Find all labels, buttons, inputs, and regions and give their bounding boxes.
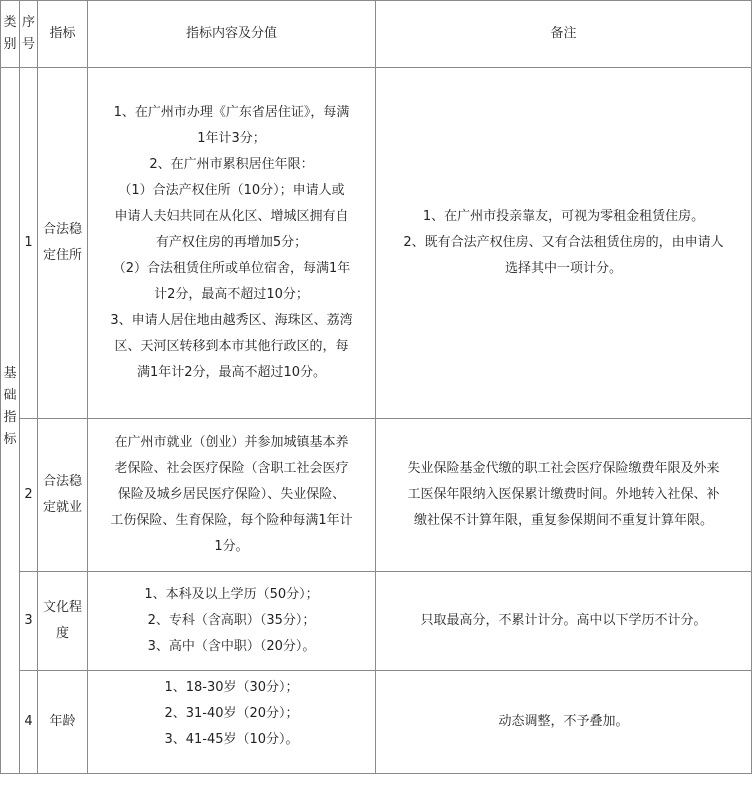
header-row — [1, 1, 752, 68]
row-content: 1、在广州市办理《广东省居住证》，每满 1年计3分； 2、在广州市累积居住年限： （1）合法产权住所（10分）；申请人或 申请人夫妇共同在从化区、增城区拥有自 有产权住房的再增加5分； （2）合法租赁住所或单位宿舍，每满1年 计2分，最高不超过10分； 3、申请人居住地由越秀区、海珠区、荔湾 区、天河区转移到本市其他行政区的，每 满1年计2分，最高不超过10分。 — [88, 68, 376, 419]
row-number: 1 — [20, 68, 38, 419]
row-indicator: 文化程 度 — [38, 572, 88, 671]
header-indicator: 指标 — [38, 1, 88, 68]
row-indicator: 合法稳 定住所 — [38, 68, 88, 419]
row-remarks: 1、在广州市投亲靠友，可视为零租金租赁住房。 2、既有合法产权住房、又有合法租赁住房的，由申请人 选择其中一项计分。 — [376, 68, 752, 419]
row-number: 2 — [20, 419, 38, 572]
header-remarks: 备注 — [376, 1, 752, 68]
row-number: 4 — [20, 671, 38, 774]
row-content: 在广州市就业（创业）并参加城镇基本养 老保险、社会医疗保险（含职工社会医疗 保险及城乡居民医疗保险）、失业保险、 工伤保险、生育保险，每个险种每满1年计 1分。 — [88, 419, 376, 572]
row-remarks: 只取最高分，不累计计分。高中以下学历不计分。 — [376, 572, 752, 671]
header-number: 序 号 — [20, 1, 38, 68]
header-category: 类 别 — [1, 1, 20, 68]
category-cell: 基 础 指 标 — [1, 68, 20, 774]
header-content: 指标内容及分值 — [88, 1, 376, 68]
row-number: 3 — [20, 572, 38, 671]
row-content: 1、本科及以上学历（50分）； 2、专科（含高职）（35分）； 3、高中（含中职）（20分）。 — [88, 572, 376, 671]
table-row — [1, 68, 752, 419]
row-content: 1、18-30岁（30分）； 2、31-40岁（20分）； 3、41-45岁（10分）。 — [88, 671, 376, 774]
row-indicator: 年龄 — [38, 671, 88, 774]
table-row — [1, 671, 752, 774]
table-row — [1, 419, 752, 572]
row-remarks: 动态调整，不予叠加。 — [376, 671, 752, 774]
row-remarks: 失业保险基金代缴的职工社会医疗保险缴费年限及外来 工医保年限纳入医保累计缴费时间。外地转入社保、补 缴社保不计算年限，重复参保期间不重复计算年限。 — [376, 419, 752, 572]
table-row — [1, 572, 752, 671]
row-indicator: 合法稳 定就业 — [38, 419, 88, 572]
